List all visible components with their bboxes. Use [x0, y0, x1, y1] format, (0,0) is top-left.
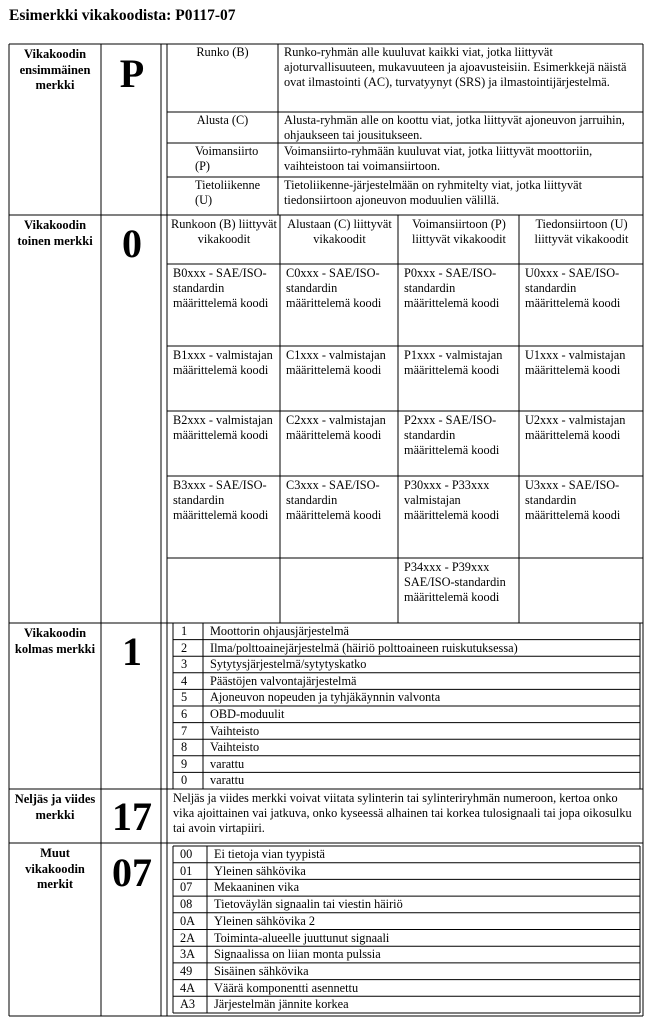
code-character: 17: [112, 794, 152, 839]
table-cell: B0xxx - SAE/ISO-standardin määrittelemä koodi: [173, 266, 269, 311]
list-item-code: 01: [180, 863, 193, 878]
category-description: Tietoliikenne-järjestelmään on ryhmitelty viat, jotka liittyvät tiedonsiirtoon ajoneuvon moduulien välillä.: [284, 178, 583, 208]
table-cell: B1xxx - valmistajan määrittelemä koodi: [173, 348, 273, 378]
list-item-code: 9: [181, 756, 188, 771]
column-header: Tiedonsiirtoon (U) liittyvät vikakoodit: [534, 217, 629, 247]
section-label: Neljäs ja viides merkki: [14, 792, 96, 822]
table-cell: U0xxx - SAE/ISO-standardin määrittelemä koodi: [525, 266, 621, 311]
table-cell: U1xxx - valmistajan määrittelemä koodi: [525, 348, 626, 378]
column-header: Voimansiirtoon (P) liittyvät vikakoodit: [412, 217, 506, 247]
list-item-code: 08: [180, 897, 193, 912]
list-item-description: Tietoväylän signaalin tai viestin häiriö: [214, 897, 403, 912]
list-item-description: OBD-moduulit: [210, 707, 285, 721]
list-item-description: Toiminta-alueelle juuttunut signaali: [214, 930, 390, 945]
list-item-description: Yleinen sähkövika: [214, 863, 306, 878]
list-item-code: 8: [181, 740, 188, 755]
list-item-code: 6: [181, 707, 188, 721]
list-item-code: 1: [181, 624, 188, 638]
table-cell: P0xxx - SAE/ISO-standardin määrittelemä koodi: [404, 266, 500, 311]
table-cell: U3xxx - SAE/ISO-standardin määrittelemä koodi: [525, 478, 621, 523]
list-item-code: 5: [181, 690, 188, 705]
category-name: Alusta (C): [196, 113, 249, 127]
list-item-code: 07: [180, 880, 193, 895]
list-item-description: Ei tietoja vian tyypistä: [214, 847, 325, 861]
section-label: Muut vikakoodin merkit: [25, 846, 85, 891]
list-item-code: 2A: [180, 930, 196, 945]
code-character: 0: [122, 221, 142, 266]
table-cell: B3xxx - SAE/ISO-standardin määrittelemä koodi: [173, 478, 269, 523]
category-name: Runko (B): [196, 45, 249, 59]
list-item-code: 0A: [180, 913, 196, 928]
list-item-code: 4: [181, 673, 188, 688]
category-description: Runko-ryhmän alle kuuluvat kaikki viat, jotka liittyvät ajoturvallisuuteen, mukavuuteen ja ajoavusteisiin. Esimerkkejä näistä ovat ilmastointi (AC), turvatyynyt (SRS) ja ilmastointijärjestelmä.: [284, 45, 627, 90]
list-item-description: Vaihteisto: [210, 723, 260, 738]
list-item-code: 3: [181, 657, 188, 672]
list-item-description: Väärä komponentti asennettu: [214, 980, 359, 995]
list-item-code: 2: [181, 640, 188, 655]
list-item-code: 49: [180, 963, 193, 978]
table-cell: C1xxx - valmistajan määrittelemä koodi: [286, 348, 386, 378]
table-cell: P34xxx - P39xxx SAE/ISO-standardin määrittelemä koodi: [404, 560, 506, 605]
list-item-description: Päästöjen valvontajärjestelmä: [210, 673, 357, 688]
list-item-code: A3: [180, 997, 196, 1012]
list-item-description: Vaihteisto: [210, 740, 260, 755]
table-cell: U2xxx - valmistajan määrittelemä koodi: [525, 413, 626, 443]
list-item-description: Signaalissa on liian monta pulssia: [214, 947, 381, 962]
list-item-description: Järjestelmän jännite korkea: [214, 997, 349, 1012]
table-cell: P1xxx - valmistajan määrittelemä koodi: [404, 348, 503, 378]
list-item-description: Ajoneuvon nopeuden ja tyhjäkäynnin valvonta: [210, 690, 441, 705]
document-title: Esimerkki vikakoodista: P0117-07: [9, 7, 236, 24]
table-cell: P2xxx - SAE/ISO-standardin määrittelemä koodi: [404, 413, 500, 458]
list-item-description: Sytytysjärjestelmä/sytytyskatko: [210, 657, 367, 672]
section-label: Vikakoodin ensimmäinen merkki: [19, 47, 91, 92]
table-cell: C2xxx - valmistajan määrittelemä koodi: [286, 413, 386, 443]
category-description: Alusta-ryhmän alle on koottu viat, jotka liittyvät ajoneuvon jarruihin, ohjaukseen tai jousitukseen.: [284, 113, 625, 143]
table-cell: C3xxx - SAE/ISO-standardin määrittelemä koodi: [286, 478, 382, 523]
list-item-code: 7: [181, 723, 188, 738]
list-item-description: Moottorin ohjausjärjestelmä: [210, 624, 349, 638]
section-label: Vikakoodin toinen merkki: [17, 218, 93, 248]
table-cell: C0xxx - SAE/ISO-standardin määrittelemä koodi: [286, 266, 382, 311]
list-item-description: varattu: [210, 756, 245, 771]
list-item-description: Ilma/polttoainejärjestelmä (häiriö polttoaineen ruiskutuksessa): [210, 640, 518, 655]
list-item-code: 0: [181, 773, 188, 788]
column-header: Runkoon (B) liittyvät vikakoodit: [171, 217, 277, 247]
section-label: Vikakoodin kolmas merkki: [14, 626, 96, 656]
category-description: Voimansiirto-ryhmään kuuluvat viat, jotka liittyvät moottoriin, vaihteistoon tai voimansiirtoon.: [284, 144, 593, 174]
column-header: Alustaan (C) liittyvät vikakoodit: [287, 217, 392, 247]
list-item-code: 00: [180, 847, 193, 861]
list-item-description: Mekaaninen vika: [214, 880, 300, 895]
table-cell: P30xxx - P33xxx valmistajan määrittelemä koodi: [404, 478, 500, 523]
code-character: 1: [122, 629, 142, 674]
section-description: Neljäs ja viides merkki voivat viitata sylinterin tai sylinteriryhmän numeroon, kertoa onko vika ajoittainen vai jatkuva, onko kyseessä alhainen tai korkea tulosignaali tai jopa oikosulku tai avoin virtapiiri.: [173, 791, 632, 836]
list-item-description: Sisäinen sähkövika: [214, 963, 309, 978]
code-character: P: [119, 51, 145, 96]
category-name: Voimansiirto (P): [195, 144, 259, 174]
list-item-code: 4A: [180, 980, 196, 995]
list-item-description: Yleinen sähkövika 2: [214, 913, 316, 928]
category-name: Tietoliikenne (U): [195, 178, 261, 208]
code-character: 07: [112, 850, 152, 895]
list-item-code: 3A: [180, 947, 196, 962]
list-item-description: varattu: [210, 773, 245, 788]
table-cell: B2xxx - valmistajan määrittelemä koodi: [173, 413, 273, 443]
